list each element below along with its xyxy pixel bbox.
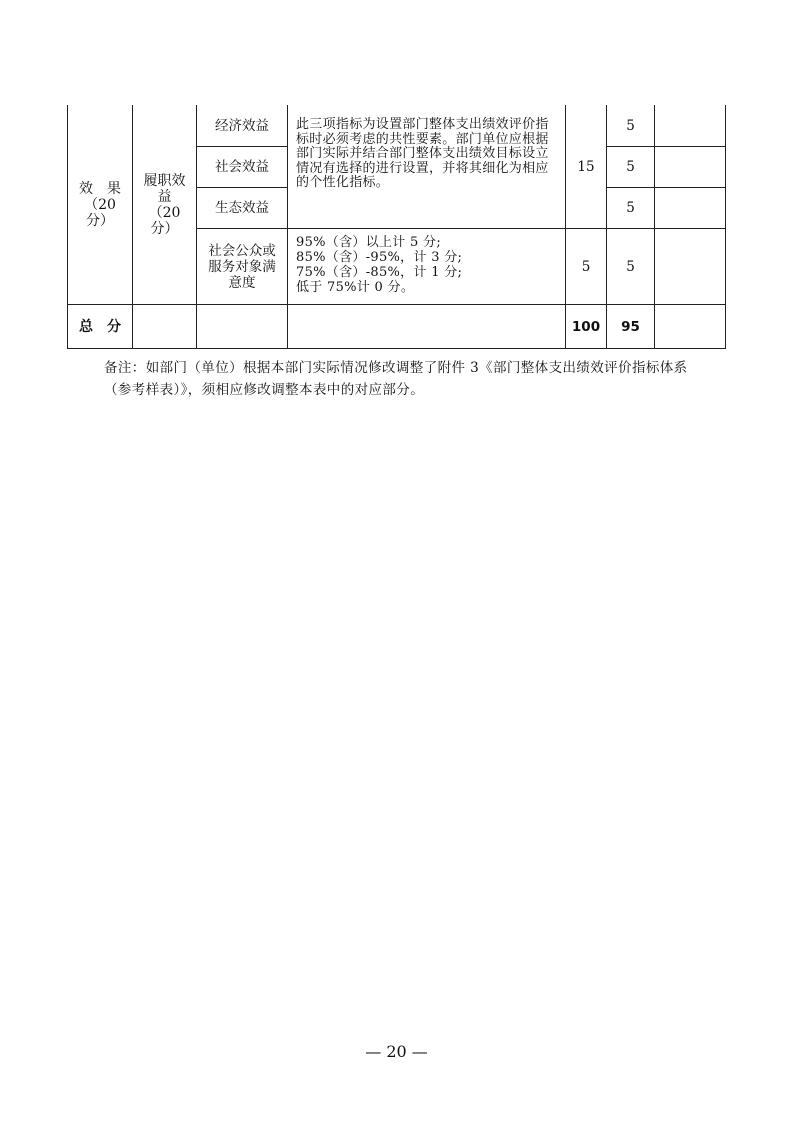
table-col-divider xyxy=(287,105,288,349)
table-border-bottom xyxy=(67,348,726,349)
satisfaction-criteria xyxy=(296,235,558,295)
category-cell: 效 果（20分） xyxy=(79,180,121,229)
indicator-social: 社会效益 xyxy=(215,159,269,175)
indicator-satisfaction: 社会公众或服务对象满意度 xyxy=(208,242,276,291)
evaluation-table xyxy=(0,0,793,360)
criteria-line: 95%（含）以上计 5 分; xyxy=(296,235,442,250)
score-social: 5 xyxy=(626,159,635,175)
subcategory-cell: 履职效益（20分） xyxy=(143,172,186,237)
score-economic: 5 xyxy=(626,117,635,134)
total-label: 总 分 xyxy=(79,318,121,335)
criteria-line: 低于 75%计 0 分。 xyxy=(296,280,415,295)
group-weight: 15 xyxy=(577,158,595,175)
criteria-line: 75%（含）-85%，计 1 分; xyxy=(296,265,463,280)
table-col-divider xyxy=(654,105,655,349)
indicator-economic: 经济效益 xyxy=(215,117,269,134)
total-weight: 100 xyxy=(571,318,601,335)
group-note: 此三项指标为设置部门整体支出绩效评价指标时必须考虑的共性要素。部门单位应根据部门实际并结合部门整体支出绩效目标设立情况有选择的进行设置，并将其细化为相应的个性化指标。 xyxy=(296,117,549,190)
satisfaction-score: 5 xyxy=(626,258,635,275)
indicator-ecological: 生态效益 xyxy=(215,200,269,216)
table-border-right xyxy=(725,105,726,349)
score-ecological: 5 xyxy=(626,200,635,216)
criteria-line: 85%（含）-95%，计 3 分; xyxy=(296,250,463,265)
total-score: 95 xyxy=(621,318,640,335)
remark: 备注：如部门（单位）根据本部门实际情况修改调整了附件 3《部门整体支出绩效评价指标体系（参考样表）》，须相应修改调整本表中的对应部分。 xyxy=(104,360,688,398)
satisfaction-weight: 5 xyxy=(581,258,591,275)
page-number: — 20 — xyxy=(365,1042,428,1061)
